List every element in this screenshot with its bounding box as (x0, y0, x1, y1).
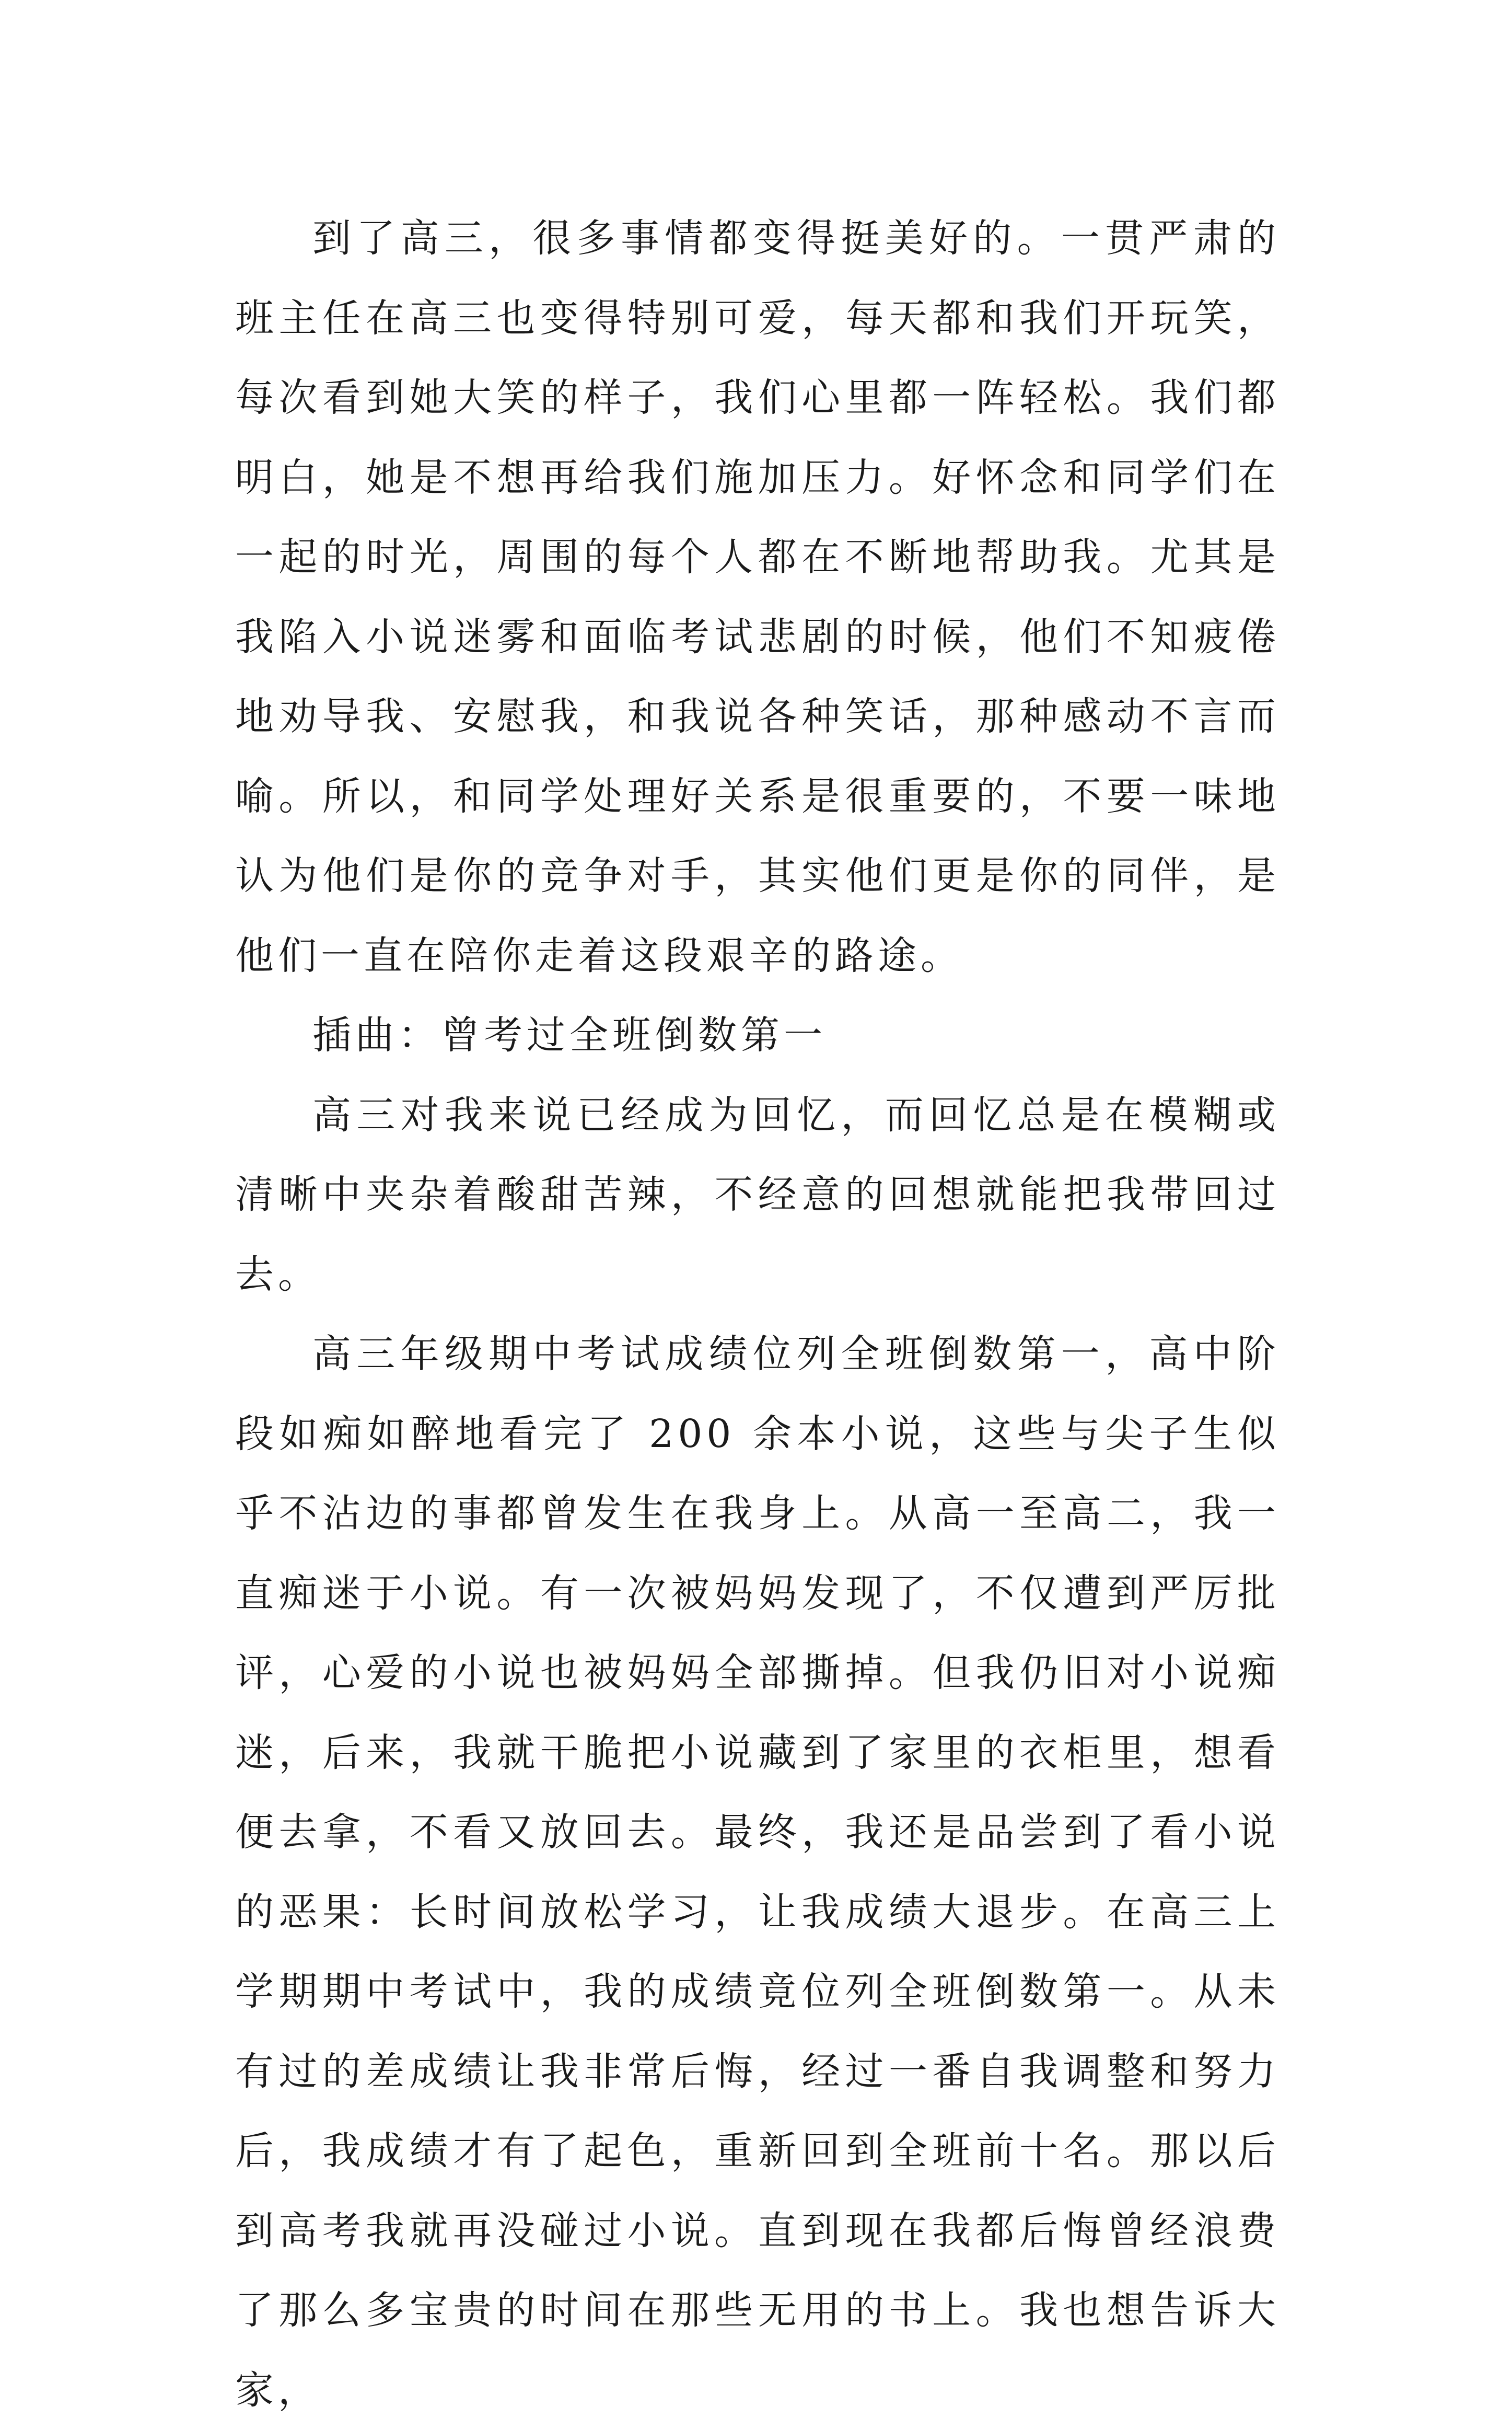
section-heading: 插曲：曾考过全班倒数第一 (312, 1013, 827, 1058)
paragraph-classmates: 到了高三，很多事情都变得挺美好的。一贯严肃的班主任在高三也变得特别可爱，每天都和我们开玩笑，每次看到她大笑的样子，我们心里都一阵轻松。我们都明白，她是不想再给我们施加压力。好怀念和同学们在一起的时光，周围的每个人都在不断地帮助我。尤其是我陷入小说迷雾和面临考试悲剧的时候，他们不知疲倦地劝导我、安慰我，和我说各种笑话，那种感动不言而喻。所以，和同学处理好关系是很重要的，不要一味地认为他们是你的竞争对手，其实他们更是你的同伴，是他们一直在陪你走着这段艰辛的路途。 (235, 216, 1280, 978)
paragraph-novels: 高三年级期中考试成绩位列全班倒数第一，高中阶段如痴如醉地看完了 200 余本小说，这些与尖子生似乎不沾边的事都曾发生在我身上。从高一至高二，我一直痴迷于小说。有一次被妈妈发现了，不仅遭到严厉批评，心爱的小说也被妈妈全部撕掉。但我仍旧对小说痴迷，后来，我就干脆把小说藏到了家里的衣柜里，想看便去拿，不看又放回去。最终，我还是品尝到了看小说的恶果：长时间放松学习，让我成绩大退步。在高三上学期期中考试中，我的成绩竟位列全班倒数第一。从未有过的差成绩让我非常后悔，经过一番自我调整和努力后，我成绩才有了起色，重新回到全班前十名。那以后到高考我就再没碰过小说。直到现在我都后悔曾经浪费了那么多宝贵的时间在那些无用的书上。我也想告诉大家， (235, 1332, 1280, 2413)
paragraph-memory: 高三对我来说已经成为回忆，而回忆总是在模糊或清晰中夹杂着酸甜苦辣，不经意的回想就能把我带回过去。 (235, 1092, 1280, 1297)
body-text (235, 199, 1280, 2430)
